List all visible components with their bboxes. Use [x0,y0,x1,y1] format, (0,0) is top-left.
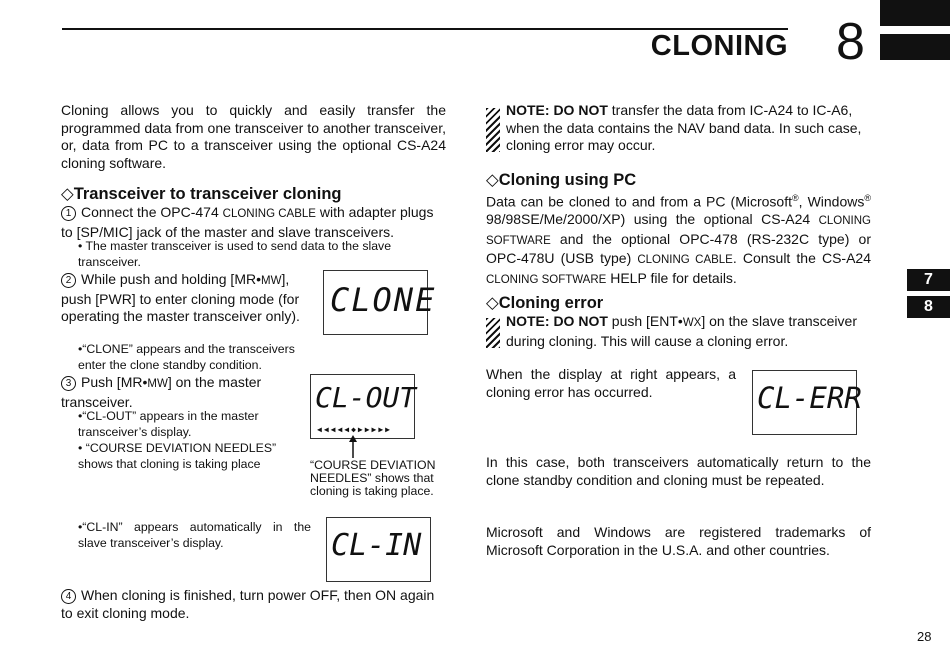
step-3-bullet-needles: • “COURSE DEVIATION NEEDLES” shows that cloning is taking place [78,441,277,471]
step-3: 3 Push [MR•MW] on the master transceiver. [61,374,262,410]
step-number: 4 [61,589,76,604]
chapter-title: CLONING [650,30,788,62]
error-display-paragraph: When the display at right appears, a cloning error has occurred. [486,366,736,400]
needles-indicator: ◀◀◀◀◀◆▶▶▶▶▶ [317,425,392,434]
note-nav-band: NOTE: DO NOT transfer the data from IC-A24 to IC-A6, when the data contains the NAV band data. In such case, cloning error may occur. [506,102,862,153]
side-tab-8[interactable]: 8 [907,296,950,318]
diamond-icon: ◇ [61,185,74,203]
diamond-icon: ◇ [486,171,499,189]
step-number: 3 [61,376,76,391]
lcd-clout-display: CL-OUT ◀◀◀◀◀◆▶▶▶▶▶ [310,374,415,439]
intro-paragraph: Cloning allows you to quickly and easily transfer the programmed data from one transceiver to another transceiver, or, data from PC to a transceiver using the optional CS-A24 cloning software. [61,102,446,171]
diamond-icon: ◇ [486,294,499,312]
needles-caption: “COURSE DEVIATION NEEDLES” shows that cloning is taking place. [310,458,436,498]
trademark-paragraph: Microsoft and Windows are registered trademarks of Microsoft Corporation in the U.S.A. and other countries. [486,524,871,558]
section-heading-error: ◇Cloning error [486,294,604,312]
note-hatch-icon [486,108,500,152]
pc-cloning-paragraph: Data can be cloned to and from a PC (Microsoft®, Windows® 98/98SE/Me/2000/XP) using the optional CS-A24 CLONING SOFTWARE and the optional OPC-478 (RS-232C type) or OPC-478U (USB type) CLONING CABLE. Consult the CS-A24 CLONING SOFTWARE HELP file for details. [486,193,871,286]
section-heading-transceiver: ◇Transceiver to transceiver cloning [61,185,342,203]
cl-in-bullet: •“CL-IN” appears automatically in the slave transceiver’s display. [78,520,311,550]
header-block-top [880,0,950,26]
step-1: 1 Connect the OPC-474 CLONING CABLE with adapter plugs to [SP/MIC] jack of the master and slave transceivers. [61,204,434,240]
step-number: 2 [61,273,76,288]
repeat-cloning-paragraph: In this case, both transceivers automatically return to the clone standby condition and cloning must be repeated. [486,454,871,488]
step-1-bullet: • The master transceiver is used to send data to the slave transceiver. [78,239,392,269]
step-4: 4 When cloning is finished, turn power OFF, then ON again to exit cloning mode. [61,587,435,621]
note-ent-wx: NOTE: DO NOT push [ENT•WX] on the slave transceiver during cloning. This will cause a cloning error. [506,313,857,349]
header-block-bottom [880,34,950,60]
lcd-clerr-display: CL-ERR [752,370,857,435]
step-2: 2 While push and holding [MR•MW], push [PWR] to enter cloning mode (for operating the master transceiver only). [61,271,300,324]
section-heading-pc: ◇Cloning using PC [486,171,637,189]
step-number: 1 [61,206,76,221]
caption-arrow [346,434,360,460]
chapter-number: 8 [836,13,865,71]
page-number: 28 [917,629,932,644]
note-hatch-icon [486,318,500,348]
side-tab-7[interactable]: 7 [907,269,950,291]
lcd-clone-display: CLONE [323,270,428,335]
lcd-clin-display: CL-IN [326,517,431,582]
step-2-bullet: •“CLONE” appears and the transceivers enter the clone standby condition. [78,342,295,372]
step-3-bullet-clout: •“CL-OUT” appears in the master transceiver’s display. [78,409,259,439]
